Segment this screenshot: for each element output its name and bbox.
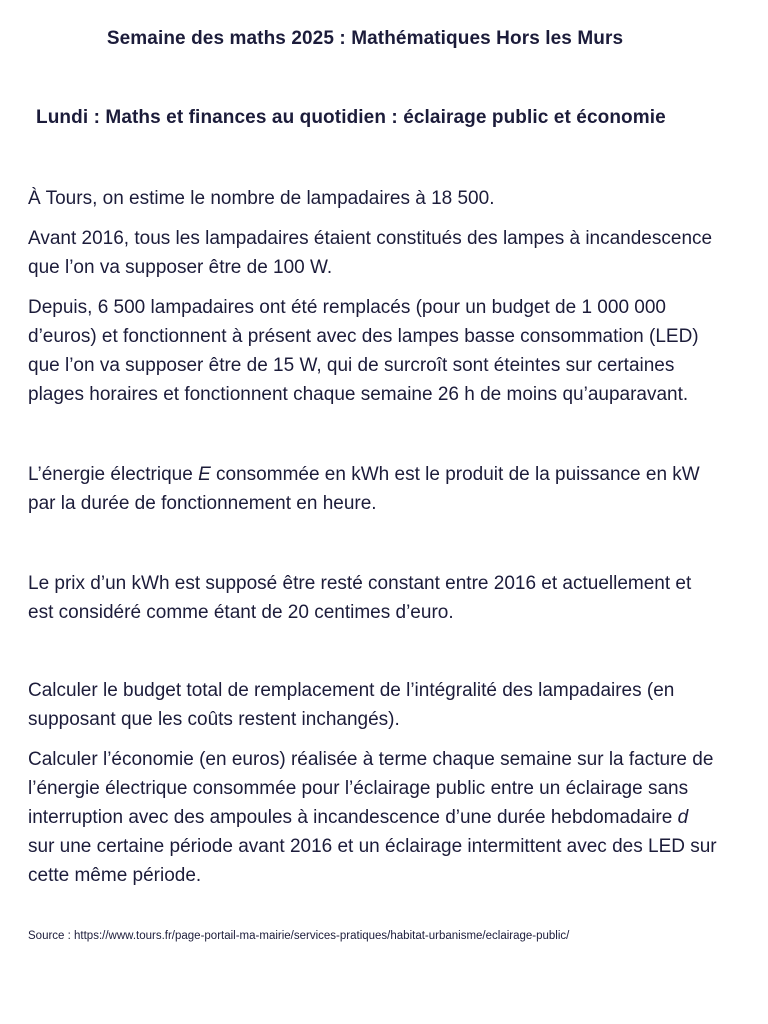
energy-variable: E: [198, 464, 211, 485]
paragraph-replacement: Depuis, 6 500 lampadaires ont été remplacés (pour un budget de 1 000 000 d’euros) et fonctionnent à présent avec des lampes basse consommation (LED) que l’on va supposer être de 15 W, qui de surcroît sont éteintes sur certaines plages horaires et fonctionnent chaque semaine 26 h de moins qu’auparavant.: [28, 297, 699, 405]
duration-variable: d: [677, 807, 689, 828]
paragraph-energy-definition: [28, 460, 718, 518]
source-citation: Source : https://www.tours.fr/page-portail-ma-mairie/services-pratiques/habitat-urbanisme/eclairage-public/: [28, 930, 570, 942]
paragraph-question-budget: Calculer le budget total de remplacement de l’intégralité des lampadaires (en supposant que les coûts restent inchangés).: [28, 680, 675, 730]
document-body: [28, 184, 718, 901]
paragraph-kwh-price: Le prix d’un kWh est supposé être resté constant entre 2016 et actuellement et est considéré comme étant de 20 centimes d’euro.: [28, 573, 692, 623]
page-subtitle: Lundi : Maths et finances au quotidien : éclairage public et économie: [36, 107, 666, 128]
economy-text-before: Calculer l’économie (en euros) réalisée à terme chaque semaine sur la facture de l’énergie électrique consommée pour l’éclairage public entre un éclairage sans interruption avec des ampoules à incandescence d’une durée hebdomadaire: [28, 749, 714, 828]
page-title: Semaine des maths 2025 : Mathématiques Hors les Murs: [106, 28, 624, 49]
economy-text-after: sur une certaine période avant 2016 et un éclairage intermittent avec des LED sur cette même période.: [28, 836, 717, 886]
paragraph-before-2016: Avant 2016, tous les lampadaires étaient constitués des lampes à incandescence que l’on va supposer être de 100 W.: [28, 228, 713, 278]
paragraph-question-economy: [28, 745, 718, 890]
paragraph-lampadaires-count: À Tours, on estime le nombre de lampadaires à 18 500.: [28, 188, 495, 209]
energy-text-after: consommée en kWh est le produit de la puissance en kW par la durée de fonctionnement en heure.: [28, 464, 700, 514]
energy-text-before: L’énergie électrique: [28, 464, 199, 485]
